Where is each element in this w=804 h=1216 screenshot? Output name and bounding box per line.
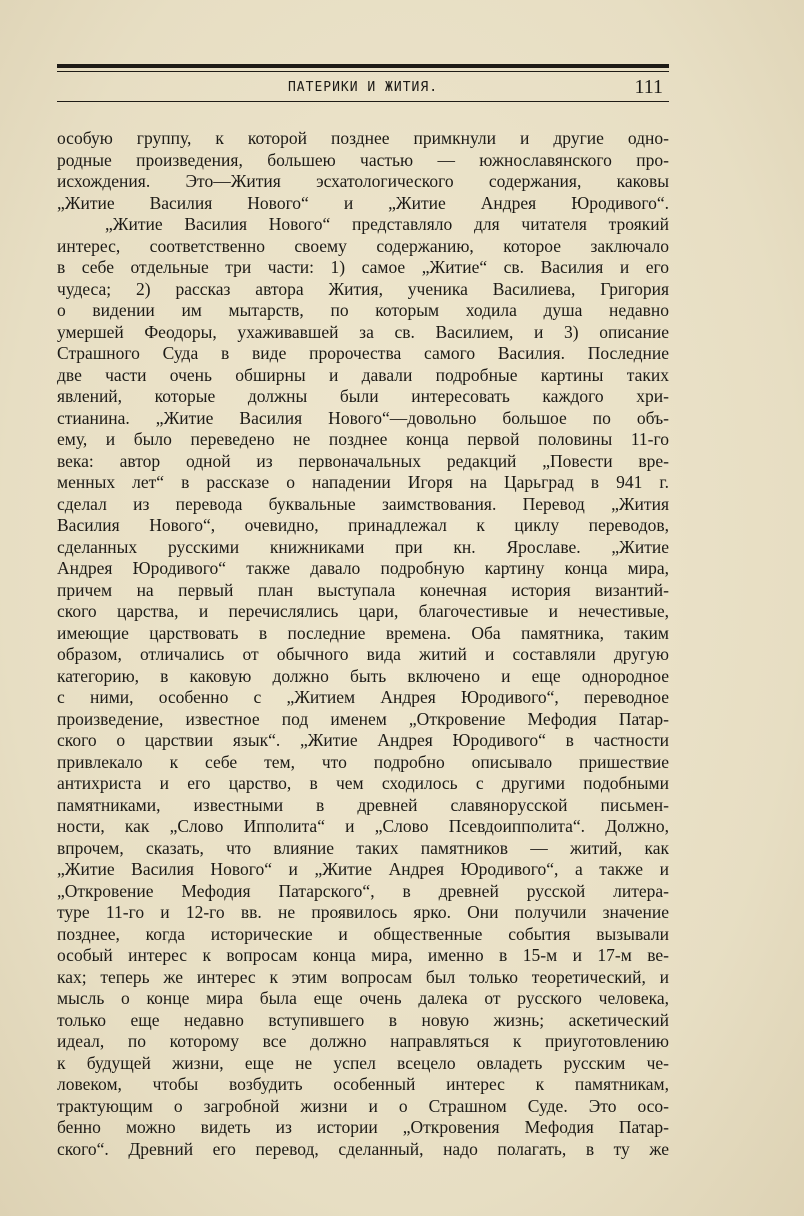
text-line: „Житие Василия Нового“ и „Житие Андрея Юродивого“. — [57, 192, 669, 213]
text-line: умершей Феодоры, ухаживавшей за св. Василием, и 3) описание — [57, 321, 669, 342]
text-line: „Откровение Мефодия Патарского“, в древней русской литера- — [57, 880, 669, 901]
text-line: менных лет“ в рассказе о нападении Игоря на Царьград в 941 г. — [57, 472, 669, 492]
running-title: ПАТЕРИКИ И ЖИТИЯ. — [287, 80, 439, 95]
text-line: сделал из перевода буквальные заимствования. Перевод „Жития — [57, 493, 669, 514]
text-line: родные произведения, большею частью — южнославянского про- — [57, 149, 669, 170]
text-line: чудеса; 2) рассказ автора Жития, ученика Василиева, Григория — [57, 278, 669, 299]
text-line: исхождения. Это—Жития эсхатологического содержания, каковы — [57, 171, 669, 191]
text-line: о видении им мытарств, по которым ходила душа недавно — [57, 300, 669, 320]
text-line: впрочем, сказать, что влияние таких памятников — житий, как — [57, 837, 669, 858]
text-line: ского царства, и перечислялись цари, благочестивые и нечестивые, — [57, 601, 669, 621]
text-line: Василия Нового“, очевидно, принадлежал к циклу переводов, — [57, 515, 669, 535]
text-line: с ними, особенно с „Житием Андрея Юродивого“, переводное — [57, 687, 669, 707]
text-line: в себе отдельные три части: 1) самое „Житие“ св. Василия и его — [57, 257, 669, 277]
text-line: явлений, которые должны были интересовать каждого хри- — [57, 386, 669, 406]
text-line: произведение, известное под именем „Откровение Мефодия Патар- — [57, 708, 669, 729]
text-line: сделанных русскими книжниками при кн. Ярославе. „Житие — [57, 536, 669, 557]
page-number: 111 — [634, 76, 663, 98]
text-line: века: автор одной из первоначальных редакций „Повести вре- — [57, 450, 669, 471]
text-line: Страшного Суда в виде пророчества самого Василия. Последние — [57, 343, 669, 363]
text-line: ему, и было переведено не позднее конца первой половины 11-го — [57, 429, 669, 449]
text-line: ловеком, чтобы возбудить особенный интерес к памятникам, — [57, 1074, 669, 1094]
text-line: особую группу, к которой позднее примкнули и другие одно- — [57, 128, 669, 148]
text-line: особый интерес к вопросам конца мира, именно в 15-м и 17-м ве- — [57, 945, 669, 965]
text-line: стианина. „Житие Василия Нового“—довольно большое по объ- — [57, 407, 669, 428]
text-line: памятниками, известными в древней славянорусской письмен- — [57, 794, 669, 815]
text-line: трактующим о загробной жизни и о Страшном Суде. Это осо- — [57, 1095, 669, 1116]
text-line: ках; теперь же интерес к этим вопросам был только теоретический, и — [57, 966, 669, 987]
header-rule-bottom — [57, 101, 669, 102]
text-line: ности, как „Слово Ипполита“ и „Слово Псевдоипполита“. Должно, — [57, 816, 669, 836]
header-rule-thin — [57, 71, 669, 72]
text-line: антихриста и его царство, в чем сходилось с другими подобными — [57, 773, 669, 793]
text-line: туре 11-го и 12-го вв. не проявилось ярко. Они получили значение — [57, 902, 669, 922]
text-line: ского“. Древний его перевод, сделанный, надо полагать, в ту же — [57, 1138, 669, 1159]
body-text — [57, 128, 669, 1160]
text-line: причем на первый план выступала конечная история византий- — [57, 579, 669, 600]
text-line: „Житие Василия Нового“ представляло для читателя троякий — [105, 214, 669, 234]
text-line: только еще недавно вступившего в новую жизнь; аскетический — [57, 1009, 669, 1030]
text-line: „Житие Василия Нового“ и „Житие Андрея Юродивого“, а также и — [57, 859, 669, 879]
text-line: бенно можно видеть из истории „Откровения Мефодия Патар- — [57, 1117, 669, 1137]
text-line: образом, отличались от обычного вида житий и составляли другую — [57, 644, 669, 664]
text-line: позднее, когда исторические и общественные события вызывали — [57, 923, 669, 944]
text-line: имеющие царствовать в последние времена. Оба памятника, таким — [57, 622, 669, 643]
header-rule-thick — [57, 64, 669, 68]
text-line: категорию, в каковую должно быть включено и еще однородное — [57, 665, 669, 686]
text-line: мысль о конце мира была еще очень далека от русского человека, — [57, 988, 669, 1008]
text-line: Андрея Юродивого“ также давало подробную картину конца мира, — [57, 558, 669, 578]
text-line: привлекало к себе тем, что подробно описывало пришествие — [57, 751, 669, 772]
text-line: интерес, соответственно своему содержанию, которое заключало — [57, 235, 669, 256]
text-line: к будущей жизни, еще не успел всецело овладеть русским че- — [57, 1052, 669, 1073]
text-line: ского о царствии язык“. „Житие Андрея Юродивого“ в частности — [57, 730, 669, 750]
text-line: идеал, по которому все должно направляться к приуготовлению — [57, 1031, 669, 1051]
text-line: две части очень обширны и давали подробные картины таких — [57, 364, 669, 385]
running-head — [57, 76, 669, 100]
